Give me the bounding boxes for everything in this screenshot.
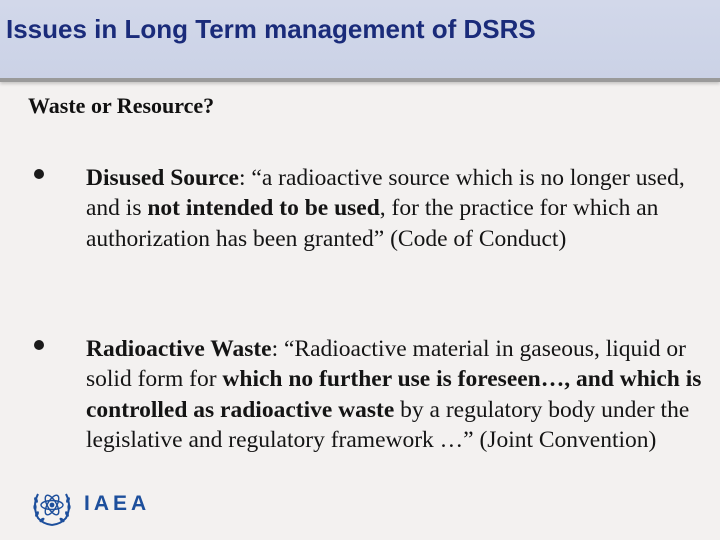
bullet-segment: , for the practice for which an authorization has been granted” (Code of Conduct)	[86, 195, 659, 252]
bullet-segment: : “Radioactive material in gaseous, liquid or solid form for	[86, 336, 686, 393]
bullet-segment: which no further use is foreseen…, and which is controlled as radioactive waste	[86, 366, 702, 423]
bullet-text-disused-source	[86, 163, 710, 254]
iaea-logo	[30, 484, 190, 528]
bullet-segment: Disused Source	[86, 165, 239, 191]
bullet-segment: not intended to be used	[147, 195, 380, 222]
section-subtitle: Waste or Resource?	[28, 93, 215, 118]
iaea-atom-emblem-icon	[30, 484, 74, 528]
bullet-segment: by a regulatory body under the legislative and regulatory framework …” (Joint Convention)	[86, 396, 690, 454]
page-title: Issues in Long Term management of DSRS	[6, 14, 536, 44]
bullet-segment: : “a radioactive source which is no longer used, and is	[86, 165, 685, 222]
title-bar	[0, 0, 720, 82]
bullet-dot-icon	[34, 340, 44, 350]
bullet-dot-icon	[34, 169, 44, 179]
iaea-logo-text: IAEA	[84, 492, 151, 515]
bullet-text-radioactive-waste	[86, 334, 710, 456]
bullet-segment: Radioactive Waste	[86, 336, 272, 362]
